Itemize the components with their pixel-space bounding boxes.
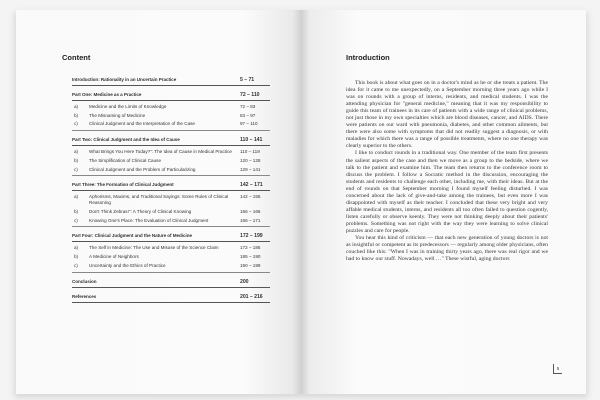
toc-divider [72, 175, 270, 176]
toc-entry-letter: c) [74, 121, 78, 127]
toc-item-title: Introduction: Rationality in an Uncertain Practice [72, 77, 177, 82]
toc-entry-title: Medicine and the Limits of Knowledge [89, 104, 167, 109]
toc-entry-pages: 172 – 185 [240, 245, 261, 251]
toc-entry [72, 218, 270, 224]
toc-entry [72, 194, 270, 205]
toc-entry-pages: 83 – 97 [240, 112, 256, 118]
toc-entry-title: Clinical Judgment and the Interpretation of the Case [89, 121, 195, 127]
toc-entry-letter: a) [74, 104, 79, 109]
paragraph: This book is about what goes on in a doctor's mind as he or she treats a patient. The idea for it came to me unexpectedly, on a September morning three years ago while I was on rounds with a group of interns, residents, and medical students. I was the attending physician for "general medicine," meaning that it was my responsibility to guide this team of trainees in its care of patients with a wide range of clinical problems, not just those in my own specialties which are blood diseases, cancer, and AIDS. There were patients on our ward with pneumonia, diabetes, and other common ailments, but there were also some with symptoms that did not readily suggest a diagnosis, or with maladies for which there was a range of possible treatments, where no one therapy was clearly superior to the others. [346, 80, 548, 150]
toc-part-title: Part Three: The Formation of Clinical Judgment [72, 182, 174, 188]
page-number: 5 [553, 364, 562, 374]
toc-divider [72, 272, 270, 273]
toc-entry-pages: 156 – 166 [240, 208, 261, 214]
toc-entry-letter: c) [74, 166, 78, 172]
toc-part-pages: 72 – 110 [240, 92, 260, 98]
toc-entry-title: Clinical Judgment and the Problem of Particularizing [89, 166, 196, 172]
toc-part-four [72, 233, 270, 242]
toc-entry [72, 121, 270, 127]
toc-entry [72, 245, 270, 251]
toc-entry-letter: b) [74, 112, 79, 118]
toc-entry-title: The Self in Medicine: The Use and Misuse of the Science Claim [89, 245, 219, 251]
toc-entry-pages: 185 – 190 [240, 254, 261, 260]
toc-entry [72, 254, 270, 260]
toc-part-pages: 110 – 141 [240, 137, 263, 144]
toc-references [72, 294, 270, 303]
book-spread [16, 10, 586, 394]
toc-entry-pages: 142 – 155 [240, 194, 261, 200]
toc-entry-letter: a) [74, 245, 79, 251]
toc-part-pages: 172 – 199 [240, 233, 263, 240]
toc-entry-letter: b) [74, 254, 79, 260]
toc-introduction [72, 77, 270, 86]
toc-part-title: Part One: Medicine as a Practice [72, 92, 142, 97]
toc-entry-pages: 129 – 141 [240, 166, 261, 172]
toc-entry-title: Don't Think Zebras!": A Theory of Clinical Knowing [89, 208, 192, 214]
toc-entry [72, 263, 270, 269]
toc-entry-letter: c) [74, 217, 78, 223]
left-page [16, 10, 301, 394]
toc-entry [72, 149, 270, 155]
toc-entry-pages: 110 – 119 [240, 149, 260, 155]
toc-entry [72, 113, 270, 119]
paragraph: You hear this kind of criticism — that each new generation of young doctors is not as insightful or competent as its predecessors — regularly among older physicians, often couched like this: "When I was in training thirty years ago, there was real rigor and we had to know our stuff. Nowadays, well …" These wistful, aging doctors [346, 235, 548, 263]
toc-entry [72, 104, 270, 110]
toc-entry-title: The Misnaming of Medicine [89, 112, 146, 118]
toc-part-three [72, 182, 270, 191]
toc-part-title: Part Four: Clinical Judgment and the Nature of Medicine [72, 233, 193, 239]
toc-divider [72, 226, 270, 227]
toc-entry-title: Aphorisms, Maxims, and Traditional Sayings: Some Rules of Clinical Reasoning [89, 194, 229, 206]
toc-entry-title: Knowing One's Place: The Evaluation of Clinical Judgment [89, 217, 209, 223]
toc-part-title: Part Two: Clinical Judgment and the Idea of Cause [72, 137, 180, 143]
toc-divider [72, 130, 270, 131]
toc-entry-pages: 97 – 110 [240, 121, 258, 127]
body-text [346, 80, 548, 263]
toc-part-two [72, 137, 270, 146]
toc-heading: Content [62, 53, 91, 62]
toc-entry-pages: 190 – 199 [240, 262, 261, 268]
toc-item-pages: 200 [240, 278, 249, 285]
toc-conclusion [72, 279, 270, 288]
right-page [301, 10, 586, 394]
chapter-heading: Introduction [346, 53, 390, 62]
toc-entry-title: A Medicine of Neighbors [89, 254, 139, 260]
toc-entry-pages: 72 – 83 [240, 104, 256, 109]
toc-entry-letter: a) [74, 149, 79, 155]
toc-entry-title: The Simplification of Clinical Cause [89, 157, 161, 163]
toc-entry-title: What Brings You Here Today?": The Idea of Cause in Medical Practice [89, 149, 232, 155]
toc-part-pages: 142 – 171 [240, 182, 263, 189]
toc-entry-title: Uncertainty and the Ethics of Practice [89, 262, 166, 268]
toc-item-pages: 201 – 216 [240, 293, 263, 300]
toc-entry-letter: b) [74, 208, 79, 214]
toc-entry-letter: c) [74, 262, 78, 268]
toc-part-one [72, 92, 270, 101]
paragraph: I like to conduct rounds in a traditional way. One member of the team first presents the salient aspects of the case and then we move as a group to the bedside, where we talk to the patient and examine him. The team then returns to the conference room to discuss the problem. I follow a Socratic method in the discussion, encouraging the students and residents to challenge each other, including me, with their ideas. But at the end of rounds on that September morning I found myself feeling disturbed. I was concerned about the lack of give-and-take among the trainees, but even more I was disappointed with myself as their teacher. I concluded that these very bright and very affable medical students, interns, and residents all too often failed to question cogently, listen carefully or observe keenly. They were not thinking deeply about their patients' problems. Something was not right with the way they were learning to solve clinical puzzles and care for people. [346, 150, 548, 234]
toc-entry-pages: 166 – 171 [240, 217, 261, 223]
table-of-contents [72, 77, 270, 303]
toc-entry [72, 158, 270, 164]
toc-entry-pages: 120 – 128 [240, 157, 261, 163]
toc-entry-letter: a) [74, 194, 79, 200]
toc-entry [72, 209, 270, 215]
toc-entry [72, 167, 270, 173]
toc-entry-letter: b) [74, 157, 79, 163]
toc-item-pages: 5 – 71 [240, 77, 255, 83]
toc-item-title: Conclusion [72, 278, 97, 284]
toc-item-title: References [72, 293, 97, 299]
